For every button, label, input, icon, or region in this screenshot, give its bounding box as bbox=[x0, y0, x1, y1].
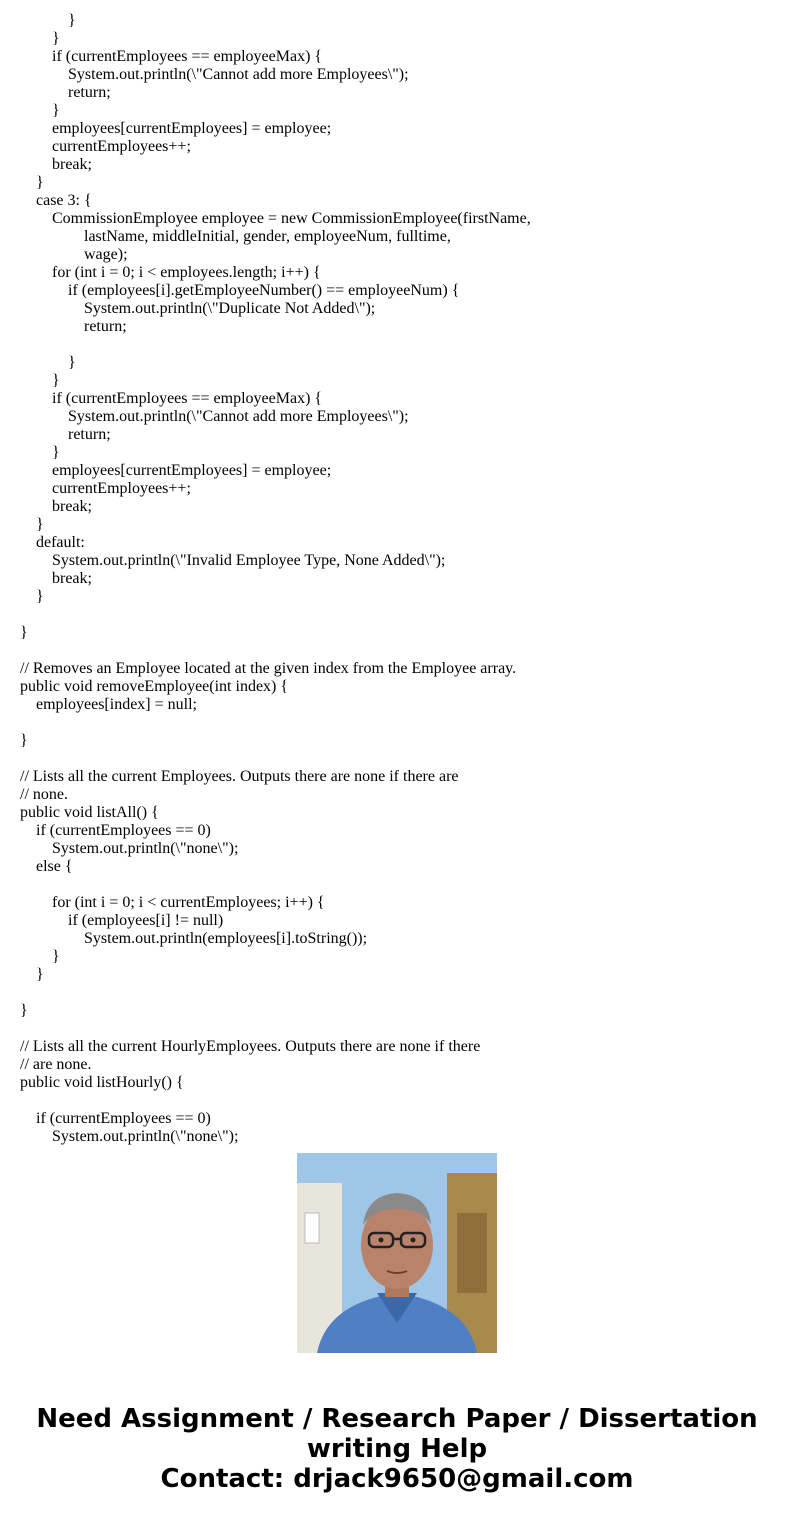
code-line bbox=[20, 642, 531, 660]
code-line bbox=[20, 750, 531, 768]
code-line: wage); bbox=[84, 246, 128, 263]
code-line: break; bbox=[52, 498, 92, 515]
code-line: for (int i = 0; i < currentEmployees; i++) { bbox=[52, 894, 325, 911]
promo-line-2: writing Help bbox=[306, 1434, 488, 1464]
code-line: return; bbox=[84, 318, 127, 335]
code-line: } bbox=[52, 372, 60, 389]
code-line: if (currentEmployees == 0) bbox=[36, 1110, 211, 1127]
code-line bbox=[20, 984, 531, 1002]
code-line: if (currentEmployees == employeeMax) { bbox=[52, 390, 323, 407]
code-line: } bbox=[52, 102, 60, 119]
code-line: return; bbox=[68, 84, 111, 101]
code-line bbox=[20, 714, 531, 732]
code-line: case 3: { bbox=[36, 192, 92, 209]
code-line: employees[currentEmployees] = employee; bbox=[52, 120, 332, 137]
code-line: lastName, middleInitial, gender, employeeNum, fulltime, bbox=[84, 228, 451, 245]
avatar bbox=[297, 1153, 497, 1353]
code-line bbox=[20, 336, 531, 354]
code-line: if (employees[i].getEmployeeNumber() == employeeNum) { bbox=[68, 282, 460, 299]
code-line: currentEmployees++; bbox=[52, 138, 191, 155]
code-line: // Lists all the current HourlyEmployees. Outputs there are none if there bbox=[20, 1038, 481, 1055]
code-line: if (currentEmployees == employeeMax) { bbox=[52, 48, 323, 65]
code-line: } bbox=[36, 174, 44, 191]
code-line: public void listAll() { bbox=[20, 804, 159, 821]
code-line: employees[index] = null; bbox=[36, 696, 197, 713]
code-line: } bbox=[20, 1002, 28, 1019]
person-photo-icon bbox=[297, 1153, 497, 1353]
code-line: currentEmployees++; bbox=[52, 480, 191, 497]
promo-banner bbox=[0, 1404, 794, 1494]
code-line: if (currentEmployees == 0) bbox=[36, 822, 211, 839]
code-line: if (employees[i] != null) bbox=[68, 912, 224, 929]
code-line: System.out.println(\"none\"); bbox=[52, 840, 239, 857]
code-line: } bbox=[20, 732, 28, 749]
code-line: } bbox=[36, 966, 44, 983]
promo-line-1: Need Assignment / Research Paper / Dissertation bbox=[36, 1404, 758, 1434]
code-line: System.out.println(\"Invalid Employee Type, None Added\"); bbox=[52, 552, 446, 569]
code-line: CommissionEmployee employee = new CommissionEmployee(firstName, bbox=[52, 210, 531, 227]
code-line: } bbox=[52, 30, 60, 47]
code-line: } bbox=[20, 624, 28, 641]
code-line: // are none. bbox=[20, 1056, 92, 1073]
code-lines bbox=[20, 12, 531, 1146]
code-line: } bbox=[68, 12, 76, 29]
code-line: public void removeEmployee(int index) { bbox=[20, 678, 289, 695]
code-line: System.out.println(\"Duplicate Not Added\"); bbox=[84, 300, 376, 317]
code-line: break; bbox=[52, 570, 92, 587]
code-line bbox=[20, 1092, 531, 1110]
code-line: } bbox=[36, 516, 44, 533]
code-line: // Lists all the current Employees. Outputs there are none if there are bbox=[20, 768, 459, 785]
code-line bbox=[20, 1020, 531, 1038]
code-line: return; bbox=[68, 426, 111, 443]
code-line: } bbox=[36, 588, 44, 605]
code-line: System.out.println(\"Cannot add more Employees\"); bbox=[68, 408, 409, 425]
code-line: else { bbox=[36, 858, 73, 875]
code-line: default: bbox=[36, 534, 85, 551]
code-line: // Removes an Employee located at the given index from the Employee array. bbox=[20, 660, 517, 677]
code-line: break; bbox=[52, 156, 92, 173]
code-line: } bbox=[52, 444, 60, 461]
code-line: // none. bbox=[20, 786, 68, 803]
code-line: } bbox=[52, 948, 60, 965]
code-line: System.out.println(\"none\"); bbox=[52, 1128, 239, 1145]
code-line: employees[currentEmployees] = employee; bbox=[52, 462, 332, 479]
promo-contact: Contact: drjack9650@gmail.com bbox=[160, 1464, 634, 1494]
code-line: } bbox=[68, 354, 76, 371]
code-line bbox=[20, 606, 531, 624]
code-line bbox=[20, 876, 531, 894]
code-line: System.out.println(employees[i].toString()); bbox=[84, 930, 368, 947]
code-line: public void listHourly() { bbox=[20, 1074, 184, 1091]
code-line: System.out.println(\"Cannot add more Employees\"); bbox=[68, 66, 409, 83]
code-line: for (int i = 0; i < employees.length; i++) { bbox=[52, 264, 321, 281]
